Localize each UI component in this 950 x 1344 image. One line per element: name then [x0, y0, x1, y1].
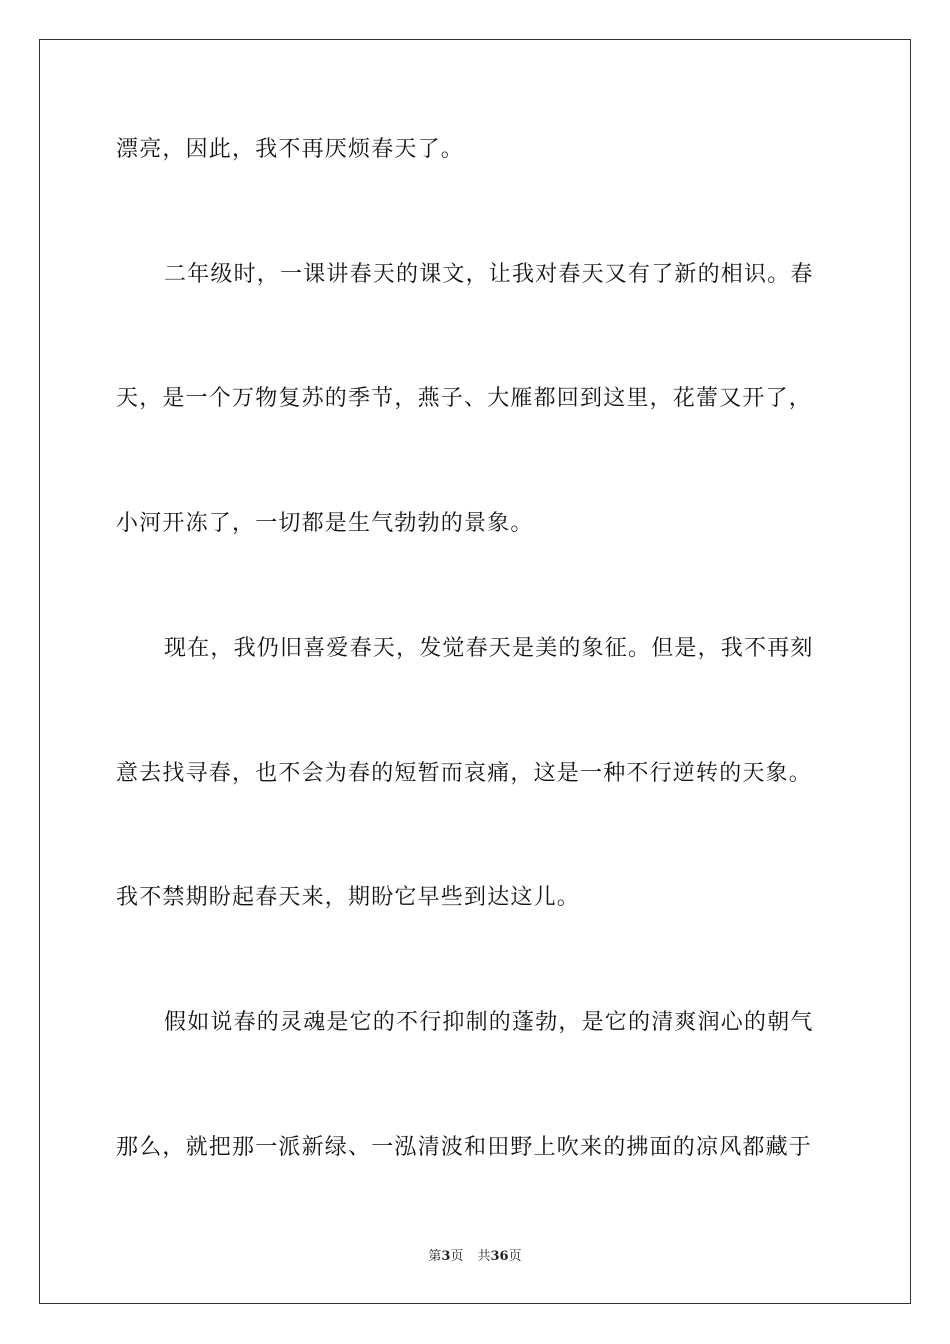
- text-line-7: 我不禁期盼起春天来，期盼它早些到达这儿。: [116, 885, 581, 910]
- text-line-2: 二年级时，一课讲春天的课文，让我对春天又有了新的相识。春: [164, 262, 814, 287]
- page-footer: [0, 1248, 950, 1266]
- text-line-6: 意去找寻春，也不会为春的短暂而哀痛，这是一种不行逆转的天象。: [116, 761, 813, 786]
- text-line-3: 天，是一个万物复苏的季节，燕子、大雁都回到这里，花蕾又开了，: [116, 386, 813, 411]
- footer-total-pages: 36: [490, 1249, 509, 1264]
- text-line-4: 小河开冻了，一切都是生气勃勃的景象。: [116, 511, 534, 536]
- text-line-9: 那么，就把那一派新绿、一泓清波和田野上吹来的拂面的凉风都藏于: [116, 1135, 813, 1160]
- text-line-1: 漂亮，因此，我不再厌烦春天了。: [116, 137, 465, 162]
- footer-total-prefix: 共: [477, 1249, 491, 1264]
- footer-total-suffix: 页: [508, 1249, 522, 1264]
- footer-page-suffix: 页: [450, 1249, 464, 1264]
- text-line-5: 现在，我仍旧喜爱春天，发觉春天是美的象征。但是，我不再刻: [164, 636, 814, 661]
- page-border: [39, 39, 911, 1304]
- footer-page-number: 3: [441, 1249, 451, 1264]
- footer-page-prefix: 第: [428, 1249, 442, 1264]
- text-line-8: 假如说春的灵魂是它的不行抑制的蓬勃，是它的清爽润心的朝气: [164, 1010, 814, 1035]
